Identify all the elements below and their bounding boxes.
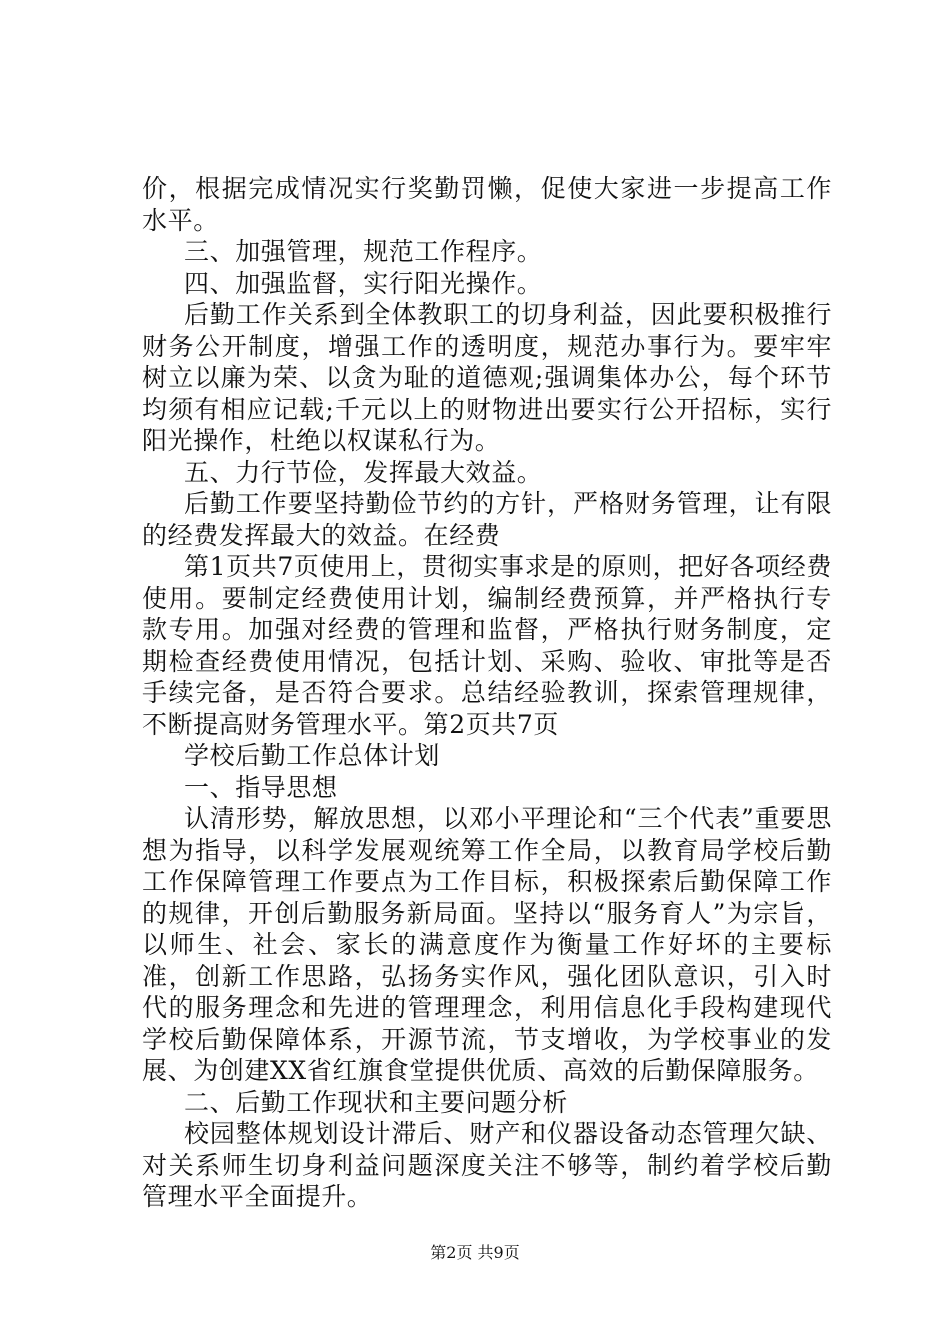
- heading-strengthen-management: 三、加强管理，规范工作程序。: [184, 237, 543, 266]
- paragraph-funds-usage: 第1页共7页使用上，贯彻实事求是的原则，把好各项经费使用。要制定经费使用计划，编制经费预算，并严格执行专款专用。加强对经费的管理和监督，严格执行财务制度，定期检查经费使用情况，包括计划、采购、验收、审批等是否手续完备，是否符合要求。总结经验教训，探索管理规律，不断提高财务管理水平。第2页共7页: [142, 552, 832, 739]
- heading-practice-thrift: 五、力行节俭，发挥最大效益。: [184, 457, 543, 487]
- paragraph-financial-transparency: 后勤工作关系到全体教职工的切身利益，因此要积极推行财务公开制度，增强工作的透明度，规范办事行为。要牢牢树立以廉为荣、以贪为耻的道德观;强调集体办公，每个环节均须有相应记载;千元以上的财物进出要实行公开招标，实行阳光操作，杜绝以权谋私行为。: [142, 300, 832, 455]
- paragraph-thrift: 后勤工作要坚持勤俭节约的方针，严格财务管理，让有限的经费发挥最大的效益。在经费: [142, 489, 832, 550]
- page-number-footer: 第2页 共9页: [430, 1243, 520, 1262]
- heading-guiding-ideology: 一、指导思想: [184, 772, 338, 802]
- paragraph-guiding-ideology: 认清形势，解放思想，以邓小平理论和“三个代表”重要思想为指导，以科学发展观统筹工作全局，以教育局学校后勤工作保障管理工作要点为工作目标，积极探索后勤保障工作的规律，开创后勤服务新局面。坚持以“服务育人”为宗旨，以师生、社会、家长的满意度作为衡量工作好坏的主要标准，创新工作思路，弘扬务实作风，强化团队意识，引入时代的服务理念和先进的管理理念，利用信息化手段构建现代学校后勤保障体系，开源节流，节支增收，为学校事业的发展、为创建XX省红旗食堂提供优质、高效的后勤保障服务。: [142, 804, 832, 1085]
- paragraph-continuation: 价，根据完成情况实行奖勤罚懒，促使大家进一步提高工作水平。: [142, 174, 832, 235]
- heading-status-analysis: 二、后勤工作现状和主要问题分析: [184, 1087, 569, 1117]
- paragraph-status-analysis: 校园整体规划设计滞后、财产和仪器设备动态管理欠缺、对关系师生切身利益问题深度关注不够等，制约着学校后勤管理水平全面提升。: [142, 1119, 832, 1211]
- document-body: [142, 173, 832, 1213]
- section-title-overall-plan: 学校后勤工作总体计划: [184, 741, 441, 770]
- heading-strengthen-supervision: 四、加强监督，实行阳光操作。: [184, 268, 543, 298]
